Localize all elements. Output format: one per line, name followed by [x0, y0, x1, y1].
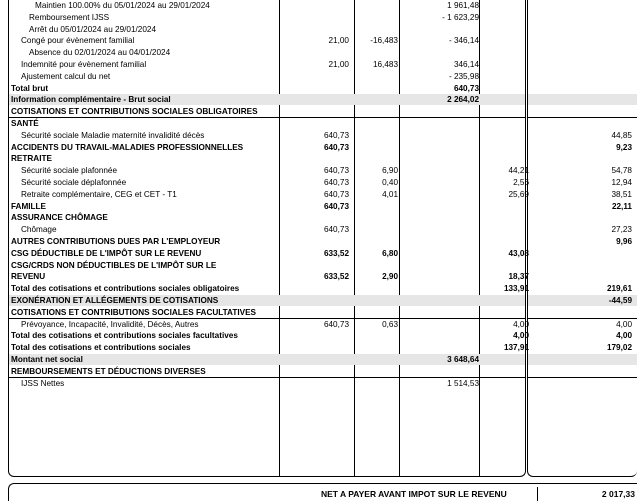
- row-rate: 16,483: [372, 60, 398, 69]
- row-label: REMBOURSEMENTS ET DÉDUCTIONS DIVERSES: [11, 366, 206, 376]
- employer-row: [528, 236, 637, 247]
- payslip-row: [9, 0, 525, 11]
- employer-row: [528, 212, 637, 223]
- net-to-pay-label: NET A PAYER AVANT IMPOT SUR LE REVENU: [321, 489, 507, 499]
- row-label: REVENU: [11, 272, 46, 282]
- row-base: 640,73: [323, 142, 349, 152]
- row-gain: 3 648,64: [447, 355, 479, 364]
- payslip-row: [9, 165, 529, 176]
- payslip-row: [9, 366, 525, 378]
- employer-row: [528, 271, 637, 282]
- employer-row: [528, 165, 637, 176]
- employer-row: [528, 106, 637, 118]
- row-rate: 0,40: [382, 178, 398, 187]
- payslip-row: [9, 201, 525, 212]
- row-employer: 12,94: [611, 178, 632, 187]
- employer-row: [528, 248, 637, 259]
- employer-row: [528, 378, 637, 389]
- row-label: Remboursement IJSS: [29, 12, 110, 22]
- row-retenue: 18,37: [508, 272, 529, 282]
- employer-row: [528, 118, 637, 129]
- row-employer: 54,78: [611, 166, 632, 176]
- row-base: 640,73: [323, 189, 349, 199]
- employer-row: [528, 71, 637, 82]
- row-employer: 22,11: [611, 201, 632, 211]
- row-label: RETRAITE: [11, 154, 52, 164]
- net-to-pay-footer: [8, 483, 637, 501]
- row-label: CSG/CRDS NON DÉDUCTIBLES DE L'IMPÔT SUR LE: [11, 260, 217, 270]
- payslip-row: [9, 142, 525, 153]
- payslip-row: [9, 319, 529, 330]
- employer-row: [528, 24, 637, 35]
- employer-row: [528, 153, 637, 164]
- employer-row: [528, 189, 637, 200]
- employer-row: [528, 12, 637, 23]
- row-gain: 1 514,53: [447, 378, 479, 388]
- employer-row: [528, 295, 637, 306]
- payslip-row: [9, 71, 525, 82]
- payslip-row: [9, 118, 525, 129]
- employer-row: [528, 330, 637, 341]
- row-gain: - 235,98: [448, 71, 479, 81]
- employer-row: [528, 354, 637, 365]
- payslip-row: [9, 212, 525, 223]
- row-rate: 2,90: [382, 272, 398, 282]
- payslip-row: [9, 295, 525, 306]
- row-gain: 640,73: [453, 83, 479, 93]
- row-label: Information complémentaire - Brut social: [11, 95, 171, 105]
- row-retenue: 25,69: [508, 189, 529, 199]
- row-retenue: 2,56: [513, 178, 529, 187]
- row-employer: 9,23: [616, 142, 632, 152]
- row-label: Montant net social: [11, 355, 83, 364]
- row-label: Total brut: [11, 83, 49, 93]
- row-employer: 4,00: [616, 331, 632, 341]
- payslip-row: [9, 59, 525, 70]
- payslip-row: [9, 271, 529, 282]
- employer-row: [528, 0, 637, 11]
- row-label: Congé pour évènement familial: [21, 36, 135, 46]
- payslip-row: [9, 94, 525, 105]
- payslip-row: [9, 224, 525, 235]
- row-employer: 38,51: [611, 189, 632, 199]
- row-label: Chômage: [21, 225, 57, 235]
- row-label: Absence du 02/01/2024 au 04/01/2024: [29, 48, 171, 58]
- row-base: 640,73: [323, 225, 349, 235]
- row-gain: 346,14: [453, 60, 479, 69]
- employer-row: [528, 177, 637, 188]
- payslip-row: [9, 83, 525, 94]
- employer-contributions-column: [527, 0, 637, 477]
- row-employer: 179,02: [606, 343, 632, 353]
- row-label: Total des cotisations et contributions sociales facultatives: [11, 331, 238, 341]
- row-label: IJSS Nettes: [21, 378, 65, 388]
- row-label: Retraite complémentaire, CEG et CET - T1: [21, 189, 177, 199]
- payslip-row: [9, 47, 525, 58]
- employer-row: [528, 201, 637, 212]
- row-employer: -44,59: [608, 296, 632, 305]
- payslip-row: [9, 307, 525, 319]
- employer-row: [528, 47, 637, 58]
- row-employer: 4,00: [616, 319, 632, 329]
- row-base: 640,73: [323, 130, 349, 140]
- row-label: Prévoyance, Incapacité, Invalidité, Décès, Autres: [21, 319, 199, 329]
- row-label: ASSURANCE CHÔMAGE: [11, 213, 108, 223]
- payslip-row: [9, 35, 525, 46]
- payslip-row: [9, 189, 529, 200]
- row-rate: 0,63: [382, 319, 398, 329]
- payslip-row: [9, 177, 529, 188]
- row-base: 640,73: [323, 201, 349, 211]
- employer-row: [528, 366, 637, 378]
- payslip-row: [9, 330, 529, 341]
- payslip-row: [9, 130, 525, 141]
- row-retenue: 133,91: [503, 284, 529, 294]
- row-label: COTISATIONS ET CONTRIBUTIONS SOCIALES FACULTATIVES: [11, 307, 257, 317]
- row-employer: 44,85: [611, 130, 632, 140]
- row-employer: 9,96: [616, 237, 632, 246]
- row-gain: 2 264,02: [447, 95, 479, 105]
- row-gain: - 346,14: [448, 36, 479, 46]
- employer-row: [528, 319, 637, 330]
- row-label: Total des cotisations et contributions sociales: [11, 343, 191, 353]
- row-label: Sécurité sociale Maladie maternité invalidité décès: [21, 130, 205, 140]
- row-employer: 27,23: [611, 225, 632, 235]
- payslip-main-table: [8, 0, 529, 477]
- employer-row: [528, 59, 637, 70]
- row-label: Ajustement calcul du net: [21, 71, 111, 81]
- employer-row: [528, 224, 637, 235]
- payslip-row: [9, 354, 525, 365]
- payslip-row: [9, 24, 525, 35]
- row-label: Indemnité pour évènement familial: [21, 60, 147, 69]
- row-rate: 6,90: [382, 166, 398, 176]
- employer-row: [528, 260, 637, 271]
- row-label: CSG DÉDUCTIBLE DE L'IMPÔT SUR LE REVENU: [11, 248, 202, 258]
- row-rate: 6,80: [382, 248, 398, 258]
- row-label: COTISATIONS ET CONTRIBUTIONS SOCIALES OBLIGATOIRES: [11, 107, 258, 117]
- employer-row: [528, 283, 637, 294]
- payslip-row: [9, 106, 525, 118]
- payslip-row: [9, 12, 525, 23]
- row-label: SANTÉ: [11, 119, 39, 128]
- row-label: AUTRES CONTRIBUTIONS DUES PAR L'EMPLOYEUR: [11, 237, 221, 246]
- row-retenue: 4,00: [513, 319, 529, 329]
- row-label: Sécurité sociale déplafonnée: [21, 178, 127, 187]
- row-label: ACCIDENTS DU TRAVAIL-MALADIES PROFESSIONNELLES: [11, 142, 244, 152]
- row-retenue: 137,91: [503, 343, 529, 353]
- row-rate: 4,01: [382, 189, 398, 199]
- row-label: Arrêt du 05/01/2024 au 29/01/2024: [29, 24, 157, 34]
- row-label: Maintien 100.00% du 05/01/2024 au 29/01/2024: [35, 1, 210, 10]
- row-base: 640,73: [323, 178, 349, 187]
- row-retenue: 43,08: [508, 248, 529, 258]
- payslip-row: [9, 236, 525, 247]
- row-label: EXONÉRATION ET ALLÉGEMENTS DE COTISATIONS: [11, 296, 219, 305]
- employer-row: [528, 35, 637, 46]
- row-employer: 219,61: [606, 284, 632, 294]
- payslip-row: [9, 283, 529, 294]
- net-to-pay-separator: [537, 487, 538, 501]
- row-label: Sécurité sociale plafonnée: [21, 166, 118, 176]
- row-gain: 1 961,48: [447, 1, 479, 10]
- row-base: 633,52: [323, 272, 349, 282]
- row-base: 21,00: [328, 36, 349, 46]
- row-gain: - 1 623,29: [442, 12, 479, 22]
- row-label: Total des cotisations et contributions sociales obligatoires: [11, 284, 240, 294]
- row-base: 640,73: [323, 166, 349, 176]
- row-base: 21,00: [328, 60, 349, 69]
- employer-row: [528, 142, 637, 153]
- payslip-row: [9, 153, 525, 164]
- row-retenue: 44,21: [508, 166, 529, 176]
- employer-row: [528, 94, 637, 105]
- employer-row: [528, 130, 637, 141]
- employer-row: [528, 342, 637, 353]
- payslip-row: [9, 248, 529, 259]
- row-base: 640,73: [323, 319, 349, 329]
- net-to-pay-value: 2 017,33: [601, 489, 635, 499]
- row-base: 633,52: [323, 248, 349, 258]
- payslip-row: [9, 378, 525, 389]
- row-rate: -16,483: [370, 36, 398, 46]
- payslip-row: [9, 342, 529, 353]
- row-label: FAMILLE: [11, 201, 47, 211]
- employer-row: [528, 307, 637, 319]
- payslip-row: [9, 260, 525, 271]
- employer-row: [528, 83, 637, 94]
- row-retenue: 4,00: [513, 331, 529, 341]
